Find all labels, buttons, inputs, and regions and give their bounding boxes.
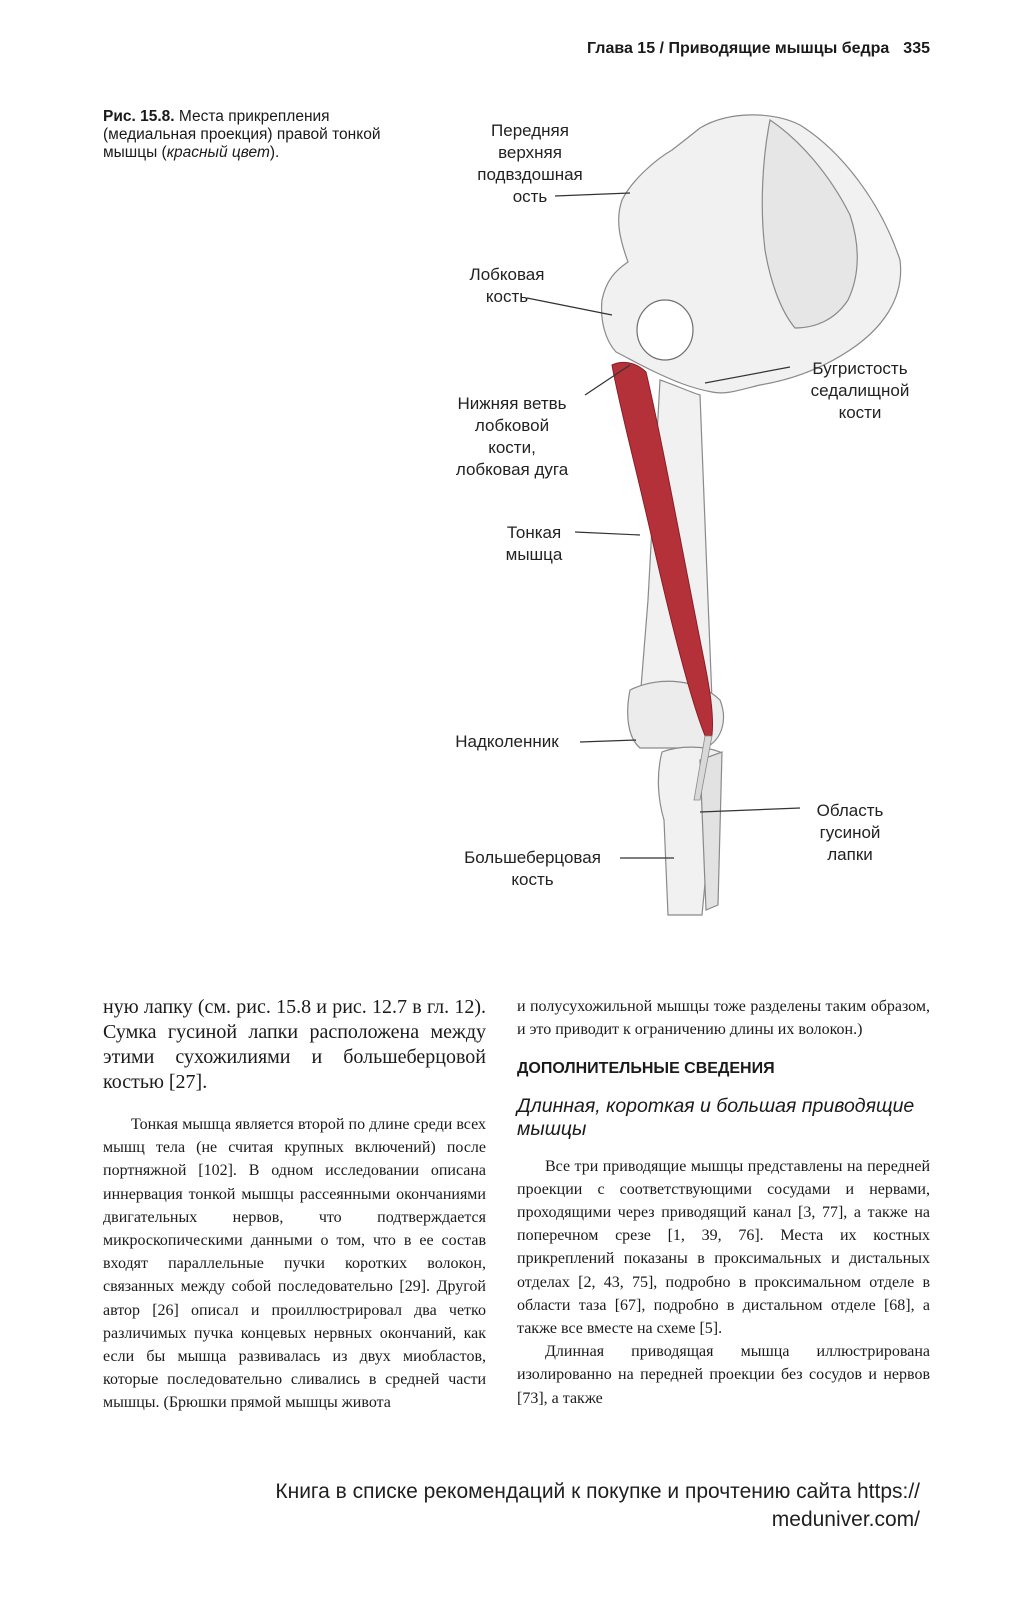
label-ramus-line: лобковая дуга	[455, 460, 569, 479]
left-paragraph: Тонкая мышца является второй по длине среди всех мышц тела (не считая крупных включений) после портняжной [102]. В одном исследовании описана иннервация тонкой мышцы рассеянными окончаниями двигательных нервов, что подтверждается микроскопическими данными о том, что в ее состав входят параллельные пучки коротких волокон, связанных между собой последовательно [29]. Другой автор [26] описал и проиллюстрировал два четко различимых пучка концевых нервных окончаний, как если бы мышца развивалась из двух миобластов, которые последовательно сливались в средней части мышцы. (Брюшки прямой мышцы живота	[103, 1116, 486, 1412]
label-asis	[445, 120, 615, 208]
label-gracilis-line: мышца	[505, 545, 563, 564]
section-title: ДОПОЛНИТЕЛЬНЫЕ СВЕДЕНИЯ	[517, 1060, 775, 1078]
footer-note	[120, 1478, 920, 1534]
label-pubis	[432, 264, 582, 308]
left-column	[103, 995, 486, 1415]
left-continuation: ную лапку (см. рис. 15.8 и рис. 12.7 в гл. 12). Сумка гусиной лапки расположена между этими сухожилиями и большеберцовой костью [27].	[103, 996, 486, 1093]
caption-italic: красный цвет	[166, 144, 270, 161]
label-patella	[432, 731, 582, 753]
label-ramus	[432, 393, 592, 481]
label-tibia-line: Большеберцовая	[464, 848, 601, 867]
label-tuberosity-line: Бугристость	[812, 359, 908, 378]
label-gracilis-line: Тонкая	[506, 523, 562, 542]
footer-line-2: meduniver.com/	[771, 1508, 920, 1531]
label-tuberosity	[790, 358, 930, 424]
right-paragraph-2: Длинная приводящая мышца иллюстрирована изолированно на передней проекции без сосудов и нервов [73], а также	[517, 1343, 930, 1407]
label-gracilis	[484, 522, 584, 566]
right-paragraph-1: Все три приводящие мышцы представлены на передней проекции с соответствующими сосудами и нервами, проходящими через приводящий канал [3, 77], а также на поперечном срезе [1, 39, 76]. Места их костных прикреплений показаны в проксимальных и дистальных отделах [2, 43, 75], подробно в проксимальном отделе в области таза [67], подробно в дистальном отделе [68], а также все вместе на схеме [5].	[517, 1157, 930, 1338]
label-ramus-line: Нижняя ветвь	[457, 394, 567, 413]
caption-text: Места прикрепления (медиальная проекция) правой тонкой мышцы (	[103, 108, 381, 161]
footer-line-1: Книга в списке рекомендаций к покупке и прочтению сайта https://	[275, 1480, 920, 1503]
page-number: 335	[903, 40, 930, 57]
figure-number: Рис. 15.8.	[103, 108, 175, 125]
right-continuation: и полусухожильной мышцы тоже разделены таким образом, и это приводит к ограничению длины их волокон.)	[517, 998, 930, 1039]
caption-end: ).	[269, 144, 280, 161]
label-tuberosity-line: кости	[838, 403, 882, 422]
label-pes-line: Область	[816, 801, 884, 820]
obturator-foramen	[637, 300, 693, 360]
label-ramus-line: лобковой	[474, 416, 550, 435]
label-tibia	[440, 847, 625, 891]
label-pes-anserinus	[795, 800, 905, 866]
right-column	[517, 995, 930, 1410]
label-asis-line: ость	[512, 187, 548, 206]
label-asis-line: верхняя	[498, 143, 562, 162]
label-asis-line: Передняя	[491, 121, 569, 140]
label-ramus-line: кости,	[488, 438, 536, 457]
subsection-title: Длинная, короткая и большая приводящие мышцы	[517, 1094, 915, 1140]
label-pes-line: лапки	[827, 845, 873, 864]
label-asis-line: подвздошная	[477, 165, 583, 184]
label-pubis-line: кость	[485, 287, 529, 306]
chapter-title: Глава 15 / Приводящие мышцы бедра	[587, 40, 890, 57]
label-tuberosity-line: седалищной	[810, 381, 910, 400]
label-pubis-line: Лобковая	[469, 265, 545, 284]
label-tibia-line: кость	[511, 870, 554, 889]
label-patella-line: Надколенник	[455, 732, 559, 751]
label-pes-line: гусиной	[819, 823, 881, 842]
